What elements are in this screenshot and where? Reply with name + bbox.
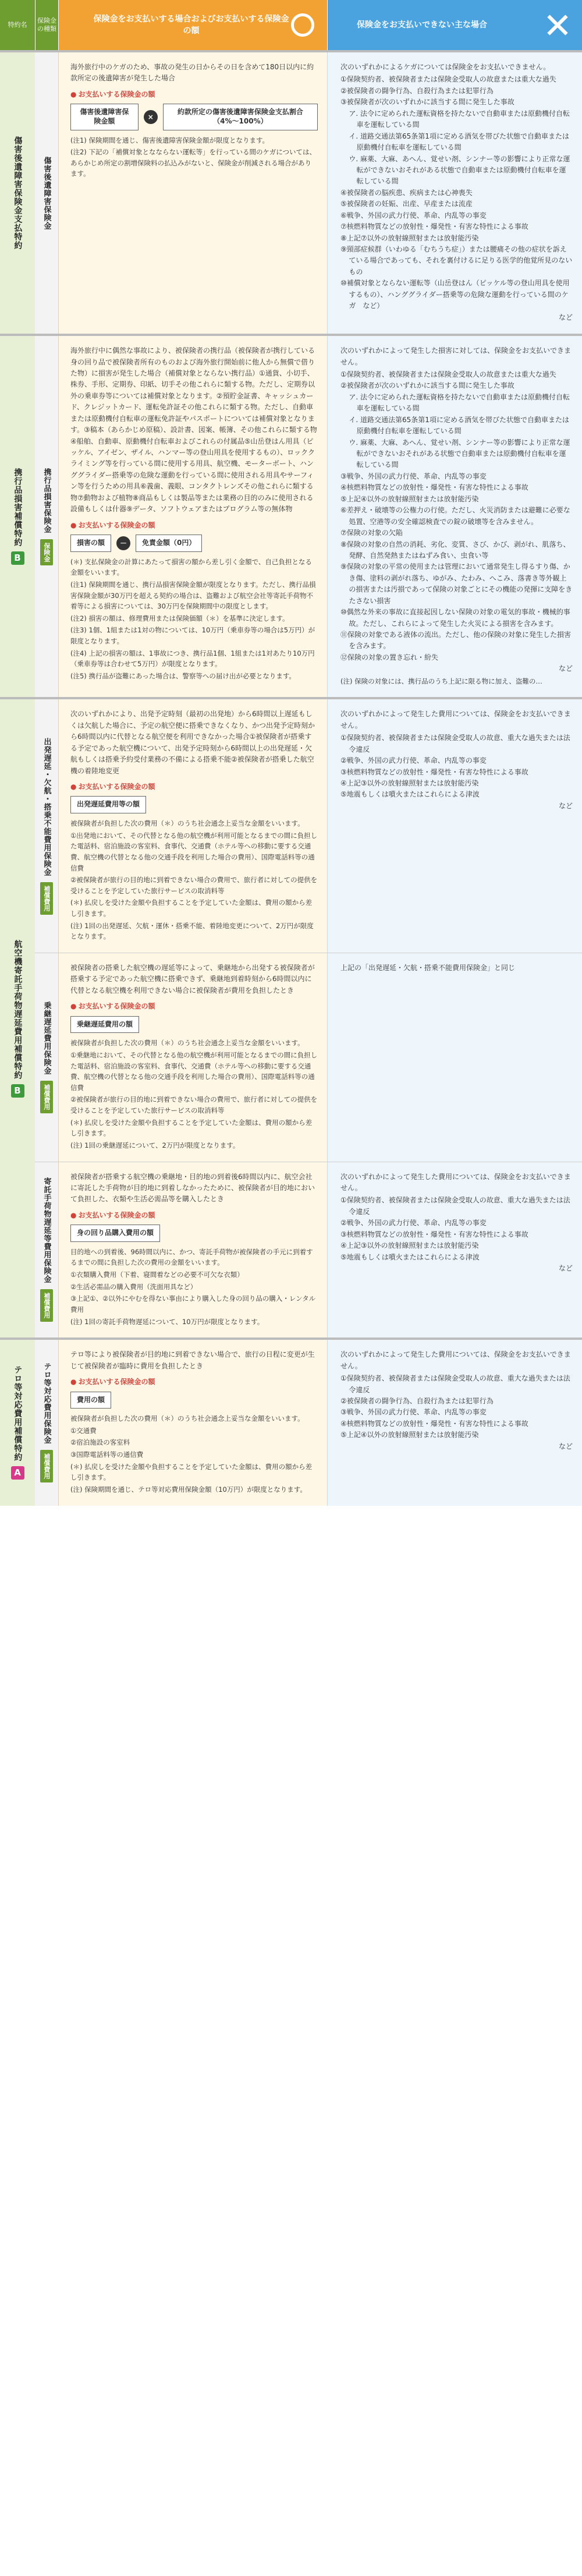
nopay-list — [340, 74, 573, 312]
pay-cell — [58, 52, 327, 334]
header-rider: 特約名 — [0, 0, 35, 50]
nopay-footer: など — [558, 801, 573, 810]
header-nopay-text: 保険金をお支払いできない主な場合 — [357, 20, 487, 30]
formula — [70, 796, 318, 813]
header-coverage: 保険金の種類 — [35, 0, 58, 50]
formula-box: 出発遅延費用等の額 — [70, 796, 146, 813]
sections — [0, 50, 582, 1506]
nopay-footer: など — [558, 664, 573, 673]
rider-rows — [35, 336, 582, 697]
rider-rows — [35, 699, 582, 1337]
pay-note: ①乗継地において、その代替となる他の航空機が利用可能となるまでの間に負担した電話料、宿泊施設の客室料、食事代、交通費（ホテル等への移動に要する交通費、航空機の代替となる他の交通手段を利用した場合の費用）、国際電話料等の通信費 — [70, 1050, 318, 1092]
nopay-item: ②被保険者の闘争行為、自殺行為または犯罪行為 — [340, 86, 494, 95]
nopay-item: ウ. 麻薬、大麻、あへん、覚せい剤、シンナー等の影響により正常な運転ができないおそれがある状態で自動車または原動機付自転車を運転している間 — [349, 438, 570, 469]
pay-note: ②被保険者が旅行の目的地に到着できない場合の費用で、旅行者に対しての提供を受けることを予定していた旅行サービスの取消料等 — [70, 1095, 318, 1114]
nopay-item: ①保険契約者、被保険者または保険金受取人の故意または重大な過失 — [340, 370, 556, 378]
nopay-cell — [327, 699, 582, 953]
nopay-list — [340, 369, 573, 663]
nopay-item: ①保険契約者、被保険者または保険金受取人の故意、重大な過失または法令違反 — [340, 1374, 570, 1394]
pay-note: ①衣類購入費用（下着、寝間着などの必要不可欠な衣類） — [70, 1271, 244, 1279]
pay-note: (注3) 1個、1組または1対の物については、10万円（乗車券等の場合は5万円）が限度となります。 — [70, 626, 315, 646]
rider-name: 携行品損害補償特約 — [13, 468, 23, 547]
pay-note: (注4) 上記の損害の額は、1事故につき、携行品1個、1組または1対あたり10万円（乗車券等は合わせて5万円）が限度となります。 — [70, 649, 315, 668]
rider-section — [0, 1337, 582, 1505]
rider-label — [0, 336, 35, 697]
coverage-name: 乗継遅延費用保険金 — [42, 1001, 51, 1075]
nopay-item: ア. 法令に定められた運転資格を持たないで自動車または原動機付自転車を運転している間 — [349, 392, 570, 413]
grade-badge: B — [11, 1084, 24, 1098]
pay-note: 目的地への到着後、96時間以内に、かつ、寄託手荷物が被保険者の手元に到着するまでの間に負担した次の費用の金額をいいます。 — [70, 1247, 313, 1267]
pay-note: (＊) 払戻しを受けた金額や負担することを予定していた金額は、費用の額から差し引きます。 — [70, 1118, 313, 1138]
nopay-item: ⑥戦争、外国の武力行使、革命、内乱等の事変 — [340, 211, 487, 220]
pay-cell — [58, 1340, 327, 1505]
nopay-item: イ. 道路交通法第65条第1項に定める酒気を帯びた状態で自動車または原動機付自転車を運転している間 — [349, 415, 569, 436]
header-pay — [58, 0, 327, 50]
rider-label — [0, 52, 35, 334]
circle-icon — [291, 13, 314, 37]
pay-note: (注) 1回の出発遅延、欠航・運休・搭乗不能、着陸地変更について、2万円が限度となります。 — [70, 921, 314, 941]
pay-note: (＊) 払戻しを受けた金額や負担することを予定していた金額は、費用の額から差し引きます。 — [70, 898, 313, 918]
pay-note: (注2) 損害の額は、修理費用または保険価額（＊）を基準に決定します。 — [70, 614, 289, 622]
nopay-intro: 次のいずれかによって発生した費用については、保険金をお支払いできません。 — [340, 710, 571, 730]
pay-note: (注2) 下記の「補償対象となならない運転等」を行っている間のケガについては、あらかじめ所定の割増保険料の払込みがないと、保険金が削減される場合があります。 — [70, 148, 316, 178]
nopay-intro: 上記の「出発遅延・欠航・搭乗不能費用保険金」と同じ — [340, 963, 516, 972]
pay-cell — [58, 699, 327, 953]
coverage-name: 寄託手荷物遅延等費用保険金 — [42, 1177, 51, 1284]
nopay-item: ⑦保険の対象の欠陥 — [340, 529, 403, 537]
nopay-item: ③核燃料物質などの放射性・爆発性・有害な特性による事故 — [340, 767, 528, 776]
nopay-item: イ. 道路交通法第65条第1項に定める酒気を帯びた状態で自動車または原動機付自転車を運転している間 — [349, 132, 569, 152]
formula-box: 身の回り品購入費用の額 — [70, 1225, 160, 1242]
formula-operator: × — [144, 110, 158, 124]
formula — [70, 1392, 318, 1409]
pay-note: ①交通費 — [70, 1426, 97, 1435]
nopay-item: ③核燃料物質などの放射性・爆発性・有害な特性による事故 — [340, 1230, 528, 1239]
rider-label — [0, 1340, 35, 1505]
pay-note: (注5) 携行品が盗難にあった場合は、警察等への届け出が必要となります。 — [70, 671, 296, 680]
amount-title: ● お支払いする保険金の額 — [70, 1210, 318, 1221]
nopay-item: ⑤被保険者の妊娠、出産、早産または流産 — [340, 200, 473, 208]
pay-intro: 被保険者の搭乗した航空機の遅延等によって、乗継地から出発する被保険者が搭乗する予定であった航空機に搭乗できず、乗継地到着時刻から6時間以内に代替となる航空機を利用できない場合に被保険者が費用を負担したとき — [70, 963, 315, 995]
coverage-badge: 保険金 — [40, 539, 53, 565]
formula-box: 損害の額 — [70, 535, 111, 552]
pay-intro: 海外旅行中のケガのため、事故の発生の日からその日を含めて180日以内に約款所定の後遺障害が発生した場合 — [70, 63, 314, 83]
pay-note: (注) 保険期間を通じ、テロ等対応費用保険金額（10万円）が限度となります。 — [70, 1485, 307, 1494]
pay-note: (注1) 保険期間を通じ、携行品損害保険金額が限度となります。ただし、携行品損害保険金額が30万円を超える契約の場合は、盗難および航空会社等寄託手荷物不着等による損害については、30万円を保険期間中の限度とします。 — [70, 580, 316, 611]
coverage-label — [35, 336, 58, 697]
nopay-intro: 次のいずれかによるケガについては保険金をお支払いできません。 — [340, 63, 551, 71]
table-header — [0, 0, 582, 50]
coverage-label — [35, 699, 58, 953]
nopay-item: ④被保険者の脳疾患、疾病または心神喪失 — [340, 188, 473, 197]
pay-note: (＊) 支払保険金の計算にあたって損害の額から差し引く金額で、自己負担となる金額をいいます。 — [70, 557, 312, 577]
amount-title: ● お支払いする保険金の額 — [70, 1001, 318, 1012]
rider-section — [0, 50, 582, 334]
nopay-item: ②戦争、外国の武力行使、革命、内乱等の事変 — [340, 756, 487, 765]
nopay-item: ⑨保険の対象の平常の使用または管理において通常発生し得るすり傷、かき傷、塗料の剥がれ落ち、ゆがみ、たわみ、へこみ、落書き等外観上の損害または汚損であって保険の対象ごとにその機能の発揮に支障をきたさない損害 — [340, 562, 573, 605]
pay-note: (注) 1回の乗継遅延について、2万円が限度となります。 — [70, 1141, 240, 1149]
coverage-name: 携行品損害保険金 — [42, 468, 51, 533]
nopay-item: ⑤地震もしくは噴火またはこれらによる津波 — [340, 790, 480, 799]
nopay-item: ④上記③以外の放射線照射または放射能汚染 — [340, 1241, 479, 1250]
pay-note: 被保険者が負担した次の費用（＊）のうち社会通念上妥当な金額をいいます。 — [70, 1414, 304, 1423]
pay-note: ③上記①、②以外にやむを得ない事由により購入した身の回り品の購入・レンタル費用 — [70, 1294, 316, 1314]
nopay-item: ⑪保険の対象である液体の流出。ただし、他の保険の対象に発生した損害を含みます。 — [340, 631, 572, 650]
grade-badge: A — [11, 1466, 24, 1480]
coverage-row — [35, 336, 582, 697]
coverage-row — [35, 1162, 582, 1338]
coverage-badge: 補償費用 — [40, 1450, 53, 1482]
pay-note: 被保険者が負担した次の費用（＊）のうち社会通念上妥当な金額をいいます。 — [70, 1039, 304, 1048]
rider-name: 航空機寄託手荷物遅延費用補償特約 — [13, 939, 23, 1080]
pay-note: ②被保険者が旅行の目的地に到着できない場合の費用で、旅行者に対しての提供を受けることを予定していた旅行サービスの取消料等 — [70, 876, 318, 895]
grade-badge: B — [11, 551, 24, 565]
pay-note: 被保険者が負担した次の費用（＊）のうち社会通念上妥当な金額をいいます。 — [70, 819, 304, 828]
formula-box: 免責金額（0円） — [136, 535, 202, 552]
nopay-item: ④核燃料物質などの放射性・爆発性・有害な特性による事故 — [340, 483, 528, 492]
amount-title: ● お支払いする保険金の額 — [70, 89, 318, 100]
formula-operator: － — [116, 536, 130, 550]
nopay-item: ②被保険者が次のいずれかに該当する間に発生した事故 — [340, 381, 514, 390]
pay-note: ①出発地において、その代替となる他の航空機が利用可能となるまでの間に負担した電話料、宿泊施設の客室料、食事代、交通費（ホテル等への移動に要する交通費、航空機の代替となる他の交通手段を利用した場合の費用）、国際電話料等の通信費 — [70, 831, 318, 872]
nopay-intro: 次のいずれかによって発生した費用については、保険金をお支払いできません。 — [340, 1350, 571, 1370]
pay-cell — [58, 1162, 327, 1338]
amount-title: ● お支払いする保険金の額 — [70, 781, 318, 792]
nopay-footer: など — [558, 313, 573, 321]
nopay-cell — [327, 1162, 582, 1338]
nopay-footer: など — [558, 1264, 573, 1272]
nopay-cell — [327, 336, 582, 697]
coverage-row — [35, 1340, 582, 1505]
formula — [70, 1016, 318, 1034]
nopay-list — [340, 733, 573, 801]
nopay-cell — [327, 953, 582, 1162]
nopay-item: ②被保険者の闘争行為、自殺行為または犯罪行為 — [340, 1396, 494, 1405]
cross-icon — [546, 13, 569, 37]
nopay-cell — [327, 52, 582, 334]
rider-section — [0, 697, 582, 1337]
rider-rows — [35, 52, 582, 334]
coverage-label — [35, 1340, 58, 1505]
nopay-item: ⑦核燃料物質などの放射性・爆発性・有害な特性による事故 — [340, 222, 528, 231]
pay-note: (注) 1回の寄託手荷物遅延について、10万円が限度となります。 — [70, 1317, 264, 1326]
coverage-label — [35, 1162, 58, 1338]
nopay-intro: 次のいずれかによって発生した費用については、保険金をお支払いできません。 — [340, 1172, 571, 1192]
nopay-item: ⑧保険の対象の自然の消耗、劣化、変質、さび、かび、剥がれ、肌落ち、発酵、自然発熱またはねずみ食い、虫食い等 — [340, 540, 570, 560]
nopay-item: ④核燃料物質などの放射性・爆発性・有害な特性による事故 — [340, 1419, 528, 1428]
nopay-list — [340, 1195, 573, 1263]
pay-note: ②宿泊施設の客室料 — [70, 1438, 130, 1447]
rider-rows — [35, 1340, 582, 1505]
header-pay-text: 保険金をお支払いする場合およびお支払いする保険金の額 — [93, 14, 289, 36]
formula-box: 約款所定の傷害後遺障害保険金支払割合（4%～100%） — [163, 104, 318, 130]
pay-intro: テロ等により被保険者が目的地に到着できない場合で、旅行の日程に変更が生じて被保険者が臨時に費用を負担したとき — [70, 1350, 315, 1370]
formula-box: 乗継遅延費用の額 — [70, 1016, 139, 1034]
pay-note: (＊) 払戻しを受けた金額や負担することを予定していた金額は、費用の額から差し引きます。 — [70, 1462, 313, 1482]
nopay-item: ⑩偶然な外来の事故に直接起因しない保険の対象の電気的事故・機械的事故。ただし、これらによって発生した火災による損害を含みます。 — [340, 608, 570, 628]
coverage-name: テロ等対応費用保険金 — [42, 1363, 51, 1445]
pay-cell — [58, 953, 327, 1162]
pay-cell — [58, 336, 327, 697]
nopay-item: ⑤地震もしくは噴火またはこれらによる津波 — [340, 1252, 480, 1261]
rider-name: 傷害後遺障害保険金支払特約 — [13, 136, 23, 250]
nopay-extra: (注) 保険の対象には、携行品のうち上記に限る物に加え、盗難の… — [340, 677, 542, 685]
pay-intro: 次のいずれかにより、出発予定時刻（最初の出発地）から6時間以上遅延もしくは欠航した場合に、予定の航空便に搭乗できなくなり、かつ出発予定時刻から6時間以内に代替となる航空便を利用できなかった場合①被保険者が搭乗する予定であった航空機について、出発予定時刻から6時間以上の出発遅延・欠航もしくは搭乗予約受付業務の不備による搭乗不能②被保険者が搭乗した航空機の着陸地変更 — [70, 710, 315, 775]
coverage-row — [35, 953, 582, 1162]
nopay-item: ③戦争、外国の武力行使、革命、内乱等の事変 — [340, 1408, 487, 1417]
nopay-item: ①保険契約者、被保険者または保険金受取人の故意、重大な過失または法令違反 — [340, 1196, 570, 1216]
header-nopay — [327, 0, 582, 50]
coverage-row — [35, 52, 582, 334]
nopay-item: ②戦争、外国の武力行使、革命、内乱等の事変 — [340, 1219, 487, 1227]
pay-note: (注1) 保険期間を通じ、傷害後遺障害保険金額が限度となります。 — [70, 136, 269, 144]
nopay-item: ⑩補償対象とならない運転等（山岳登はん（ピッケル等の登山用具を使用するもの）、ハンググライダー搭乗等の危険な運動を行っている間のケガ など） — [340, 279, 570, 310]
coverage-badge: 補償費用 — [40, 1289, 53, 1322]
nopay-item: ア. 法令に定められた運転資格を持たないで自動車または原動機付自転車を運転している間 — [349, 109, 570, 129]
pay-note: ③国際電話料等の通信費 — [70, 1450, 144, 1459]
formula — [70, 1225, 318, 1242]
nopay-footer: など — [558, 1442, 573, 1450]
nopay-item: ⑫保険の対象の置き忘れ・紛失 — [340, 653, 439, 661]
coverage-badge: 補償費用 — [40, 1081, 53, 1113]
coverage-label — [35, 953, 58, 1162]
nopay-item: ⑨頸部症候群（いわゆる「むちうち症」）または腰痛その他の症状を訴えている場合であっても、それを裏付けるに足りる医学的他覚所見のないもの — [340, 245, 573, 276]
nopay-item: ③被保険者が次のいずれかに該当する間に発生した事故 — [340, 98, 514, 107]
amount-title: ● お支払いする保険金の額 — [70, 520, 318, 531]
nopay-item: ③戦争、外国の武力行使、革命、内乱等の事変 — [340, 472, 487, 480]
coverage-name: 傷害後遺障害保険金 — [42, 156, 51, 230]
coverage-label — [35, 52, 58, 334]
nopay-item: ①保険契約者、被保険者または保険金受取人の故意、重大な過失または法令違反 — [340, 734, 570, 753]
rider-label — [0, 699, 35, 1337]
formula-box: 費用の額 — [70, 1392, 111, 1409]
nopay-intro: 次のいずれかによって発生した損害に対しては、保険金をお支払いできません。 — [340, 346, 572, 366]
nopay-item: ウ. 麻薬、大麻、あへん、覚せい剤、シンナー等の影響により正常な運転ができないおそれがある状態で自動車または原動機付自転車を運転している間 — [349, 154, 570, 186]
nopay-cell — [327, 1340, 582, 1505]
nopay-item: ⑤上記④以外の放射線照射または放射能汚染 — [340, 494, 479, 503]
coverage-name: 出発遅延・欠航・搭乗不能費用保険金 — [42, 737, 51, 876]
formula-box: 傷害後遺障害保険金額 — [70, 104, 139, 130]
pay-note: ②生活必需品の購入費用（洗面用具など） — [70, 1282, 197, 1291]
pay-intro: 海外旅行中に偶然な事故により、被保険者の携行品（被保険者が携行している身の回り品で被保険者所有のものおよび海外旅行開始前に他人から無償で借りた物）に損害が発生した場合（補償対象とならない携行品）①通貨、小切手、株券、手形、定期券、印紙、切手その他これらに類する物。ただし、定期券以外の乗車券等については補償対象となります。②預貯金証書、キャッシュカード、クレジットカード、運転免許証その他これらに類する物。ただし、自動車または原動機付自転車の運転免許証やパスポートについては補償対象となります。③稿本（あらかじめ原稿）、設計書、図案、帳簿、その他これらに類する物④船舶、自動車、原動機付自転車およびこれらの付属品⑤山岳登はん用具（ピッケル、アイゼン、ザイル、ハンマー等の登山用具を使用するもの）、ロッククライミング等を行っている間に使用する用具、航空機、モーターボート、ハンググライダー搭乗等の危険な運動を行っている間に使用される用具やサーフィン等を行うための用具⑥義歯、義眼、コンタクトレンズその他これらに類する物⑦動物および植物⑧商品もしくは製品等または業務の目的のみに使用される設備もしくは什器⑨データ、ソフトウェアまたはプログラム等の無体物 — [70, 346, 317, 514]
coverage-row — [35, 699, 582, 953]
rider-section — [0, 334, 582, 697]
amount-title: ● お支払いする保険金の額 — [70, 1377, 318, 1388]
nopay-item: ④上記③以外の放射線照射または放射能汚染 — [340, 779, 479, 787]
nopay-item: ⑥差押え・破壊等の公権力の行使。ただし、火災消防または避難に必要な処置、空港等の安全確認検査での錠の破壊等を含みません。 — [340, 506, 570, 526]
formula — [70, 535, 318, 552]
nopay-item: ①保険契約者、被保険者または保険金受取人の故意または重大な過失 — [340, 75, 556, 84]
nopay-item: ⑤上記④以外の放射線照射または放射能汚染 — [340, 1431, 479, 1439]
formula — [70, 104, 318, 130]
nopay-item: ⑧上記⑦以外の放射線照射または放射能汚染 — [340, 233, 479, 242]
coverage-badge: 補償費用 — [40, 882, 53, 915]
pay-intro: 被保険者が搭乗する航空機の乗継地・目的地の到着後6時間以内に、航空会社に寄託した手荷物が目的地に到着しなかったために、被保険者が目的地において負担した、衣類や生活必需品等を購入したとき — [70, 1172, 315, 1204]
rider-name: テロ等対応費用補償特約 — [13, 1365, 23, 1462]
nopay-list — [340, 1373, 573, 1441]
